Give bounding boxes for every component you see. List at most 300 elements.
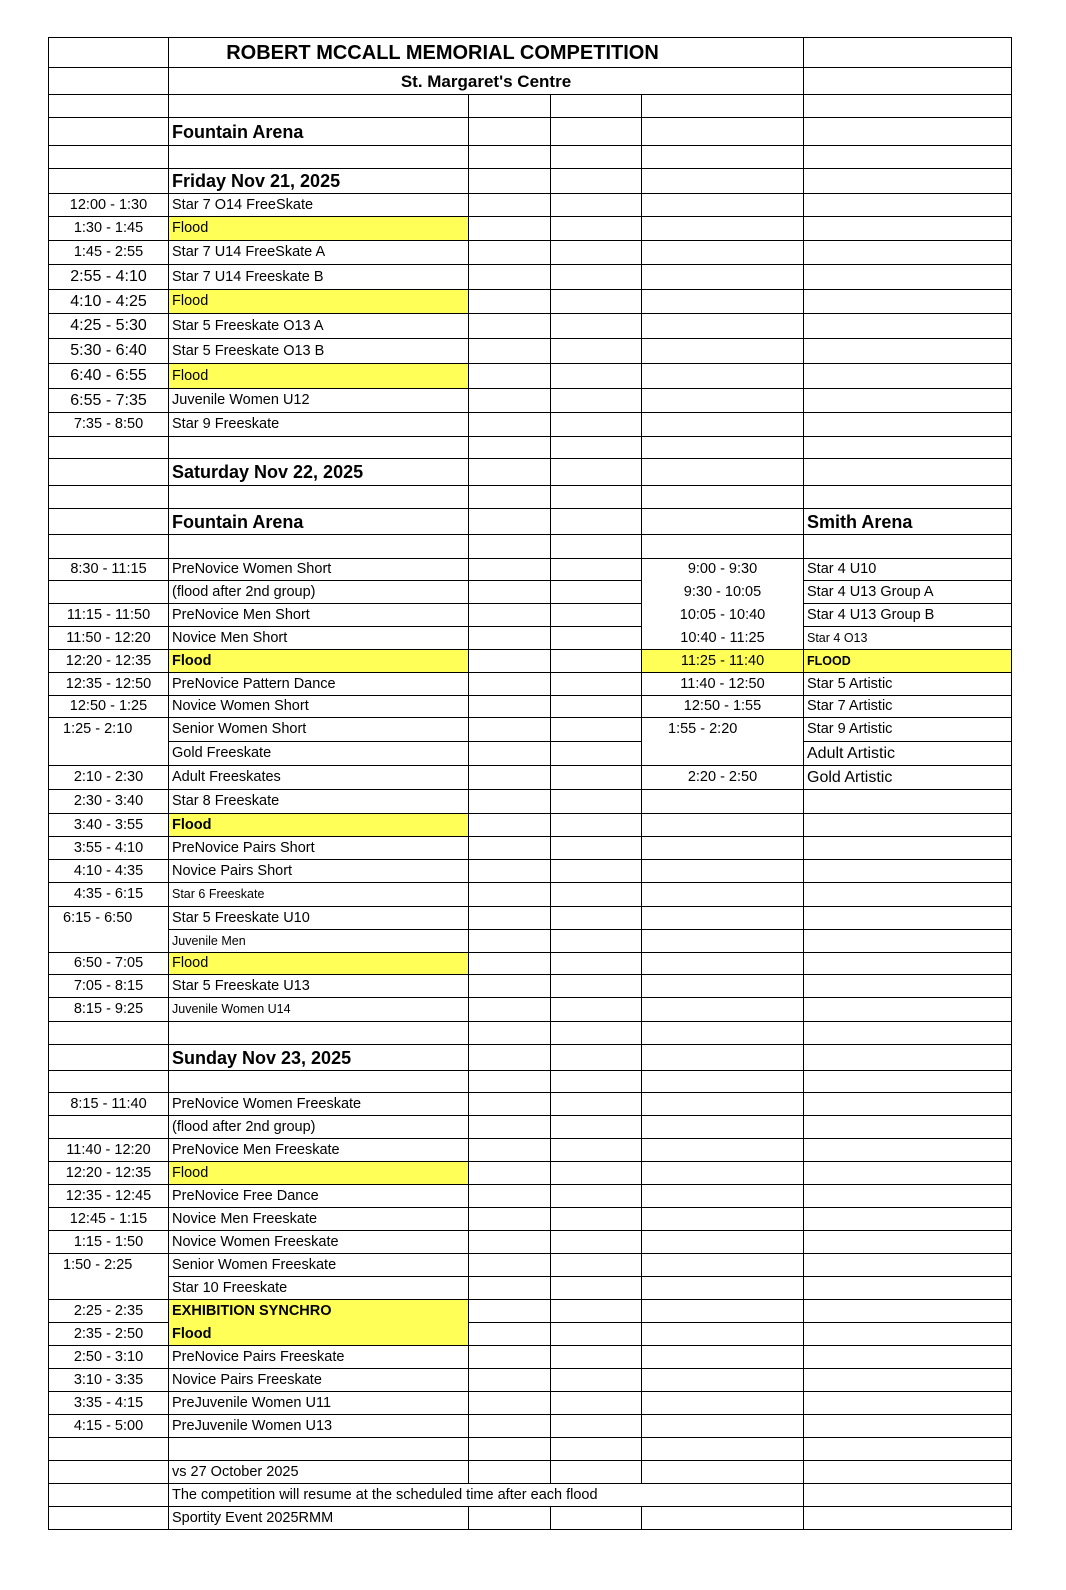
event-row [49,837,1012,860]
cell [49,1461,169,1484]
flood-label: Flood [169,650,469,673]
flood-resume-note: The competition will resume at the scheduled time after each flood [169,1484,804,1507]
cell [49,146,169,169]
time-slot: 2:30 - 3:40 [49,790,169,814]
sportity-event-id: Sportity Event 2025RMM [169,1507,469,1530]
cell [469,217,551,241]
cell [642,1208,804,1231]
cell [804,1484,1012,1507]
cell [469,265,551,290]
cell [551,696,642,718]
cell [469,696,551,718]
flood-row [49,1162,1012,1185]
cell [469,907,551,930]
cell [49,459,169,486]
arena-label-fountain: Fountain Arena [169,118,469,146]
cell [469,790,551,814]
cell [804,1093,1012,1116]
cell [169,486,469,509]
smith-event-name: Star 7 Artistic [804,696,1012,718]
cell [49,1484,169,1507]
event-name: Star 5 Freeskate U13 [169,975,469,998]
smith-event-name: Star 4 O13 [804,627,1012,650]
footer-event-row [49,1507,1012,1530]
cell [642,1415,804,1438]
cell [551,389,642,413]
cell [551,1231,642,1254]
day-heading-saturday: Saturday Nov 22, 2025 [169,459,469,486]
cell [551,1346,642,1369]
cell [551,837,642,860]
cell [804,1254,1012,1277]
cell [804,1415,1012,1438]
time-slot: 3:35 - 4:15 [49,1392,169,1415]
cell [469,389,551,413]
cell [49,1071,169,1093]
event-name: PreJuvenile Women U11 [169,1392,469,1415]
event-row [49,389,1012,413]
event-row [49,194,1012,217]
time-slot: 5:30 - 6:40 [49,339,169,364]
cell [804,1208,1012,1231]
cell [551,790,642,814]
flood-row [49,1300,1012,1323]
cell [642,509,804,535]
event-name: PreNovice Pairs Freeskate [169,1346,469,1369]
event-name: PreNovice Women Freeskate [169,1093,469,1116]
cell [804,413,1012,437]
event-row [49,1346,1012,1369]
cell [642,1438,804,1461]
cell [551,339,642,364]
flood-label: Flood [169,364,469,389]
cell [551,1071,642,1093]
event-row [49,883,1012,907]
cell [469,509,551,535]
cell [469,883,551,907]
time-slot: 8:15 - 11:40 [49,1093,169,1116]
cell [469,766,551,790]
blank-row [49,1071,1012,1093]
cell [49,95,169,118]
cell [469,718,551,742]
cell [469,1045,551,1071]
time-slot [49,581,169,604]
cell [642,930,804,953]
smith-time-slot: 11:40 - 12:50 [642,673,804,696]
time-slot: 4:10 - 4:35 [49,860,169,883]
event-row [49,790,1012,814]
cell [551,559,642,581]
cell [804,975,1012,998]
cell [551,1507,642,1530]
event-row [49,339,1012,364]
cell [642,1231,804,1254]
cell [551,413,642,437]
cell [642,1162,804,1185]
cell [642,459,804,486]
cell [804,883,1012,907]
arena-label-smith: Smith Arena [804,509,1012,535]
cell [551,169,642,194]
cell [469,1461,551,1484]
time-slot: 1:45 - 2:55 [49,241,169,265]
flood-label: Flood [169,1162,469,1185]
cell [804,814,1012,837]
blank-row [49,146,1012,169]
time-slot: 6:40 - 6:55 [49,364,169,389]
event-name: Novice Men Short [169,627,469,650]
cell [804,364,1012,389]
saturday-date-row [49,459,1012,486]
time-slot: 11:15 - 11:50 [49,604,169,627]
cell [642,1369,804,1392]
time-slot: 12:45 - 1:15 [49,1208,169,1231]
cell [469,169,551,194]
cell [551,1139,642,1162]
cell [469,486,551,509]
cell [469,1507,551,1530]
cell [551,217,642,241]
cell [469,1392,551,1415]
friday-arena-row [49,118,1012,146]
cell [551,1392,642,1415]
time-slot: 1:30 - 1:45 [49,217,169,241]
cell [469,1300,551,1323]
event-name: PreNovice Pattern Dance [169,673,469,696]
cell [804,1438,1012,1461]
cell [469,437,551,459]
event-row [49,1415,1012,1438]
event-row [49,265,1012,290]
cell [804,217,1012,241]
cell [804,339,1012,364]
time-slot: 12:00 - 1:30 [49,194,169,217]
cell [551,650,642,673]
cell [551,290,642,314]
time-slot: 8:30 - 11:15 [49,559,169,581]
cell [642,883,804,907]
smith-event-name: Star 4 U13 Group A [804,581,1012,604]
flood-row [49,953,1012,975]
cell [49,535,169,559]
cell [804,1392,1012,1415]
flood-row [49,364,1012,389]
cell [804,95,1012,118]
cell [469,1346,551,1369]
cell [469,860,551,883]
cell [469,194,551,217]
time-slot: 12:50 - 1:25 [49,696,169,718]
cell [804,314,1012,339]
cell [551,998,642,1022]
cell [469,364,551,389]
cell [469,95,551,118]
cell [642,1045,804,1071]
day-heading-sunday: Sunday Nov 23, 2025 [169,1045,469,1071]
event-name: Star 10 Freeskate [169,1277,469,1300]
event-name: (flood after 2nd group) [169,1116,469,1139]
event-name: Star 8 Freeskate [169,790,469,814]
blank-row [49,1022,1012,1045]
time-slot: 2:25 - 2:35 [49,1300,169,1323]
time-slot: 4:15 - 5:00 [49,1415,169,1438]
cell [804,953,1012,975]
cell [804,265,1012,290]
cell [551,814,642,837]
version-note: vs 27 October 2025 [169,1461,469,1484]
event-name: Juvenile Women U14 [169,998,469,1022]
time-slot: 6:55 - 7:35 [49,389,169,413]
cell [469,1231,551,1254]
saturday-arena-row [49,509,1012,535]
cell [642,1022,804,1045]
smith-event-name: Star 5 Artistic [804,673,1012,696]
cell [551,1369,642,1392]
event-row [49,907,1012,930]
smith-event-name: Gold Artistic [804,766,1012,790]
cell [642,1346,804,1369]
cell [642,339,804,364]
event-row [49,314,1012,339]
cell [469,1438,551,1461]
event-row [49,975,1012,998]
smith-time-slot: 11:25 - 11:40 [642,650,804,673]
cell [469,975,551,998]
cell [551,604,642,627]
time-slot: 3:40 - 3:55 [49,814,169,837]
event-row [49,673,1012,696]
cell [469,998,551,1022]
cell [642,364,804,389]
cell [551,673,642,696]
cell [642,1093,804,1116]
cell [642,1392,804,1415]
cell [642,241,804,265]
cell [469,339,551,364]
cell [469,1071,551,1093]
cell [469,290,551,314]
blank-row [49,535,1012,559]
cell [642,290,804,314]
smith-event-name: Star 4 U10 [804,559,1012,581]
event-name: Senior Women Freeskate [169,1254,469,1277]
cell [804,1071,1012,1093]
cell [642,146,804,169]
event-name: Star 7 O14 FreeSkate [169,194,469,217]
friday-date-row [49,169,1012,194]
event-name: PreNovice Women Short [169,559,469,581]
event-name: Juvenile Women U12 [169,389,469,413]
smith-time-slot [642,742,804,766]
cell [469,1093,551,1116]
cell [804,194,1012,217]
cell [49,68,169,95]
cell [642,953,804,975]
cell [469,1116,551,1139]
cell [469,1208,551,1231]
cell [469,241,551,265]
cell [551,1323,642,1346]
smith-event-name: Star 9 Artistic [804,718,1012,742]
schedule-table [48,37,1012,1530]
cell [551,1162,642,1185]
time-slot: 4:35 - 6:15 [49,883,169,907]
time-slot: 12:35 - 12:45 [49,1185,169,1208]
event-name: PreNovice Men Freeskate [169,1139,469,1162]
event-row [49,860,1012,883]
event-name: Star 9 Freeskate [169,413,469,437]
event-name: Adult Freeskates [169,766,469,790]
friday-schedule [49,194,1012,437]
cell [469,1162,551,1185]
cell [49,1438,169,1461]
flood-label: Flood [169,290,469,314]
footer-version-row [49,1461,1012,1484]
cell [804,118,1012,146]
time-slot: 2:50 - 3:10 [49,1346,169,1369]
cell [551,718,642,742]
event-name: Star 6 Freeskate [169,883,469,907]
time-slot [49,1277,169,1300]
cell [804,998,1012,1022]
cell [49,1507,169,1530]
event-name: Gold Freeskate [169,742,469,766]
cell [804,1185,1012,1208]
venue-subtitle: St. Margaret's Centre [169,68,804,95]
cell [804,389,1012,413]
cell [469,1254,551,1277]
cell [49,38,169,68]
cell [169,437,469,459]
cell [169,1438,469,1461]
time-slot: 12:35 - 12:50 [49,673,169,696]
cell [551,907,642,930]
cell [169,146,469,169]
flood-row [49,814,1012,837]
cell [642,413,804,437]
cell [551,194,642,217]
time-slot: 8:15 - 9:25 [49,998,169,1022]
cell [551,766,642,790]
cell [551,95,642,118]
footer-note-row [49,1484,1012,1507]
cell [169,95,469,118]
cell [469,1415,551,1438]
cell [551,883,642,907]
flood-row [49,1323,1012,1346]
event-row [49,627,1012,650]
cell [804,1277,1012,1300]
subtitle-row [49,68,1012,95]
cell [49,1022,169,1045]
cell [469,650,551,673]
cell [551,1185,642,1208]
cell [469,1185,551,1208]
sunday-schedule [49,1093,1012,1438]
event-name: Star 5 Freeskate O13 A [169,314,469,339]
cell [551,1045,642,1071]
cell [469,118,551,146]
cell [804,1022,1012,1045]
event-name: PreNovice Pairs Short [169,837,469,860]
blank-row [49,486,1012,509]
cell [804,1116,1012,1139]
flood-row [49,650,1012,673]
cell [49,486,169,509]
cell [642,118,804,146]
smith-time-slot: 9:30 - 10:05 [642,581,804,604]
cell [642,437,804,459]
cell [551,364,642,389]
cell [551,146,642,169]
time-slot: 4:25 - 5:30 [49,314,169,339]
cell [804,930,1012,953]
time-slot: 7:05 - 8:15 [49,975,169,998]
cell [804,290,1012,314]
cell [551,509,642,535]
cell [469,814,551,837]
cell [804,1461,1012,1484]
cell [642,998,804,1022]
event-row [49,998,1012,1022]
time-slot: 1:25 - 2:10 [49,718,169,742]
cell [642,1139,804,1162]
cell [49,1045,169,1071]
event-name: Star 5 Freeskate O13 B [169,339,469,364]
cell [551,486,642,509]
cell [469,1277,551,1300]
cell [169,535,469,559]
time-slot: 3:55 - 4:10 [49,837,169,860]
time-slot: 3:10 - 3:35 [49,1369,169,1392]
cell [804,1507,1012,1530]
cell [804,459,1012,486]
event-row [49,604,1012,627]
cell [804,837,1012,860]
cell [469,837,551,860]
time-slot: 11:40 - 12:20 [49,1139,169,1162]
cell [642,1071,804,1093]
cell [49,118,169,146]
cell [469,953,551,975]
event-row [49,1139,1012,1162]
cell [642,1507,804,1530]
cell [551,1461,642,1484]
event-name: Juvenile Men [169,930,469,953]
event-name: PreJuvenile Women U13 [169,1415,469,1438]
event-row [49,1277,1012,1300]
cell [804,68,1012,95]
event-name: Novice Women Short [169,696,469,718]
event-name: Novice Women Freeskate [169,1231,469,1254]
event-name: Star 7 U14 Freeskate B [169,265,469,290]
cell [469,413,551,437]
event-row [49,1208,1012,1231]
blank-row [49,95,1012,118]
time-slot: 6:15 - 6:50 [49,907,169,930]
cell [469,627,551,650]
cell [169,1022,469,1045]
cell [469,314,551,339]
cell [551,1116,642,1139]
event-row [49,1231,1012,1254]
cell [469,559,551,581]
flood-row [49,290,1012,314]
cell [169,1071,469,1093]
smith-time-slot: 12:50 - 1:55 [642,696,804,718]
cell [642,389,804,413]
